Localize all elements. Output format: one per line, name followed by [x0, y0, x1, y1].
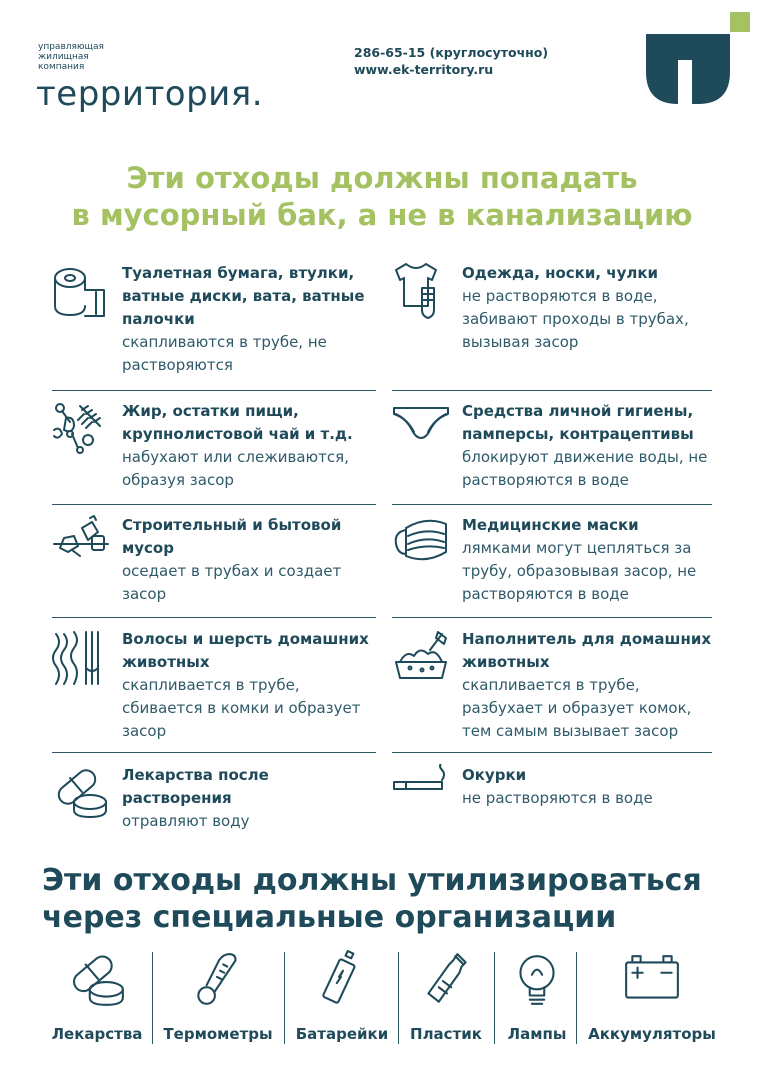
company-type-label	[38, 42, 118, 72]
car-battery-icon	[622, 950, 682, 1010]
headline-line: через специальные организации	[42, 900, 617, 935]
item-title: Одежда, носки, чулки	[462, 264, 659, 282]
food-waste-icon	[52, 400, 110, 458]
company-type-line: управляющая	[38, 42, 104, 52]
item-description: скапливается в трубе, разбухает и образует комок, тем самым вызывает засор	[462, 676, 692, 740]
item-title: Лекарства после растворения	[122, 766, 269, 807]
disposal-label: Пластик	[410, 1025, 482, 1043]
item-title: Медицинские маски	[462, 516, 639, 534]
divider	[494, 952, 495, 1044]
divider	[52, 390, 376, 391]
divider	[52, 617, 376, 618]
item-description: оседает в трубах и создает засор	[122, 562, 342, 603]
pet-litter-icon	[392, 628, 450, 686]
pills-icon	[67, 950, 127, 1010]
cigarette-icon	[392, 764, 450, 822]
clothes-icon	[392, 262, 450, 320]
section1-headline	[0, 160, 764, 234]
construction-waste-icon	[52, 514, 110, 572]
item-title: Окурки	[462, 766, 527, 784]
phone[interactable]: 286-65-15 (круглосуточно)	[354, 45, 549, 60]
headline-line: Эти отходы должны попадать	[126, 161, 638, 195]
divider	[52, 752, 376, 753]
item-title: Средства личной гигиены, памперсы, контрацептивы	[462, 402, 694, 443]
disposal-item-medicines	[46, 950, 148, 1043]
item-description: блокируют движение воды, не растворяются в воде	[462, 448, 708, 489]
item-description: скапливаются в трубе, не растворяются	[122, 333, 327, 374]
pills-icon	[52, 764, 110, 822]
item-title: Строительный и бытовой мусор	[122, 516, 342, 557]
disposal-label: Термометры	[163, 1025, 273, 1043]
disposal-item-thermometers	[158, 950, 278, 1043]
disposal-label: Лампы	[507, 1025, 567, 1043]
medical-mask-icon	[392, 514, 450, 572]
divider	[392, 390, 712, 391]
disposal-item-lamps	[500, 950, 574, 1043]
divider	[392, 504, 712, 505]
item-description: отравляют воду	[122, 812, 250, 830]
brand-name: территория.	[36, 74, 264, 114]
battery-icon	[312, 950, 372, 1010]
disposal-item-accumulators	[582, 950, 722, 1043]
disposal-item-plastic	[404, 950, 488, 1043]
divider	[398, 952, 399, 1044]
divider	[576, 952, 577, 1044]
item-title: Наполнитель для домашних животных	[462, 630, 712, 671]
disposal-label: Лекарства	[51, 1025, 143, 1043]
divider	[152, 952, 153, 1044]
item-description: не растворяются в воде, забивают проходы в трубах, вызывая засор	[462, 287, 689, 351]
company-type-line: жилищная	[38, 52, 89, 62]
divider	[52, 504, 376, 505]
headline-line: в мусорный бак, а не в канализацию	[71, 198, 693, 232]
diaper-icon	[392, 400, 450, 458]
company-type-line: компания	[38, 62, 85, 72]
item-description: не растворяются в воде	[462, 789, 653, 807]
disposal-item-batteries	[290, 950, 394, 1043]
lamp-icon	[507, 950, 567, 1010]
divider	[392, 617, 712, 618]
plastic-bottle-icon	[416, 950, 476, 1010]
divider	[392, 752, 712, 753]
hair-icon	[52, 628, 110, 686]
website-link[interactable]: www.ek-territory.ru	[354, 62, 494, 77]
thermometer-icon	[188, 950, 248, 1010]
item-title: Волосы и шерсть домашних животных	[122, 630, 369, 671]
headline-line: Эти отходы должны утилизироваться	[42, 863, 702, 898]
divider	[284, 952, 285, 1044]
item-description: скапливается в трубе, сбивается в комки и образует засор	[122, 676, 361, 740]
contacts	[354, 44, 548, 78]
section2-headline	[42, 862, 702, 936]
disposal-label: Аккумуляторы	[588, 1025, 716, 1043]
item-title: Туалетная бумага, втулки, ватные диски, вата, ватные палочки	[122, 264, 365, 328]
item-title: Жир, остатки пищи, крупнолистовой чай и т.д.	[122, 402, 353, 443]
item-description: набухают или слеживаются, образуя засор	[122, 448, 349, 489]
item-description: лямками могут цепляться за трубу, образовывая засор, не растворяются в воде	[462, 539, 697, 603]
disposal-label: Батарейки	[295, 1025, 389, 1043]
toilet-paper-icon	[52, 262, 110, 320]
brand-logo-icon	[646, 12, 752, 106]
